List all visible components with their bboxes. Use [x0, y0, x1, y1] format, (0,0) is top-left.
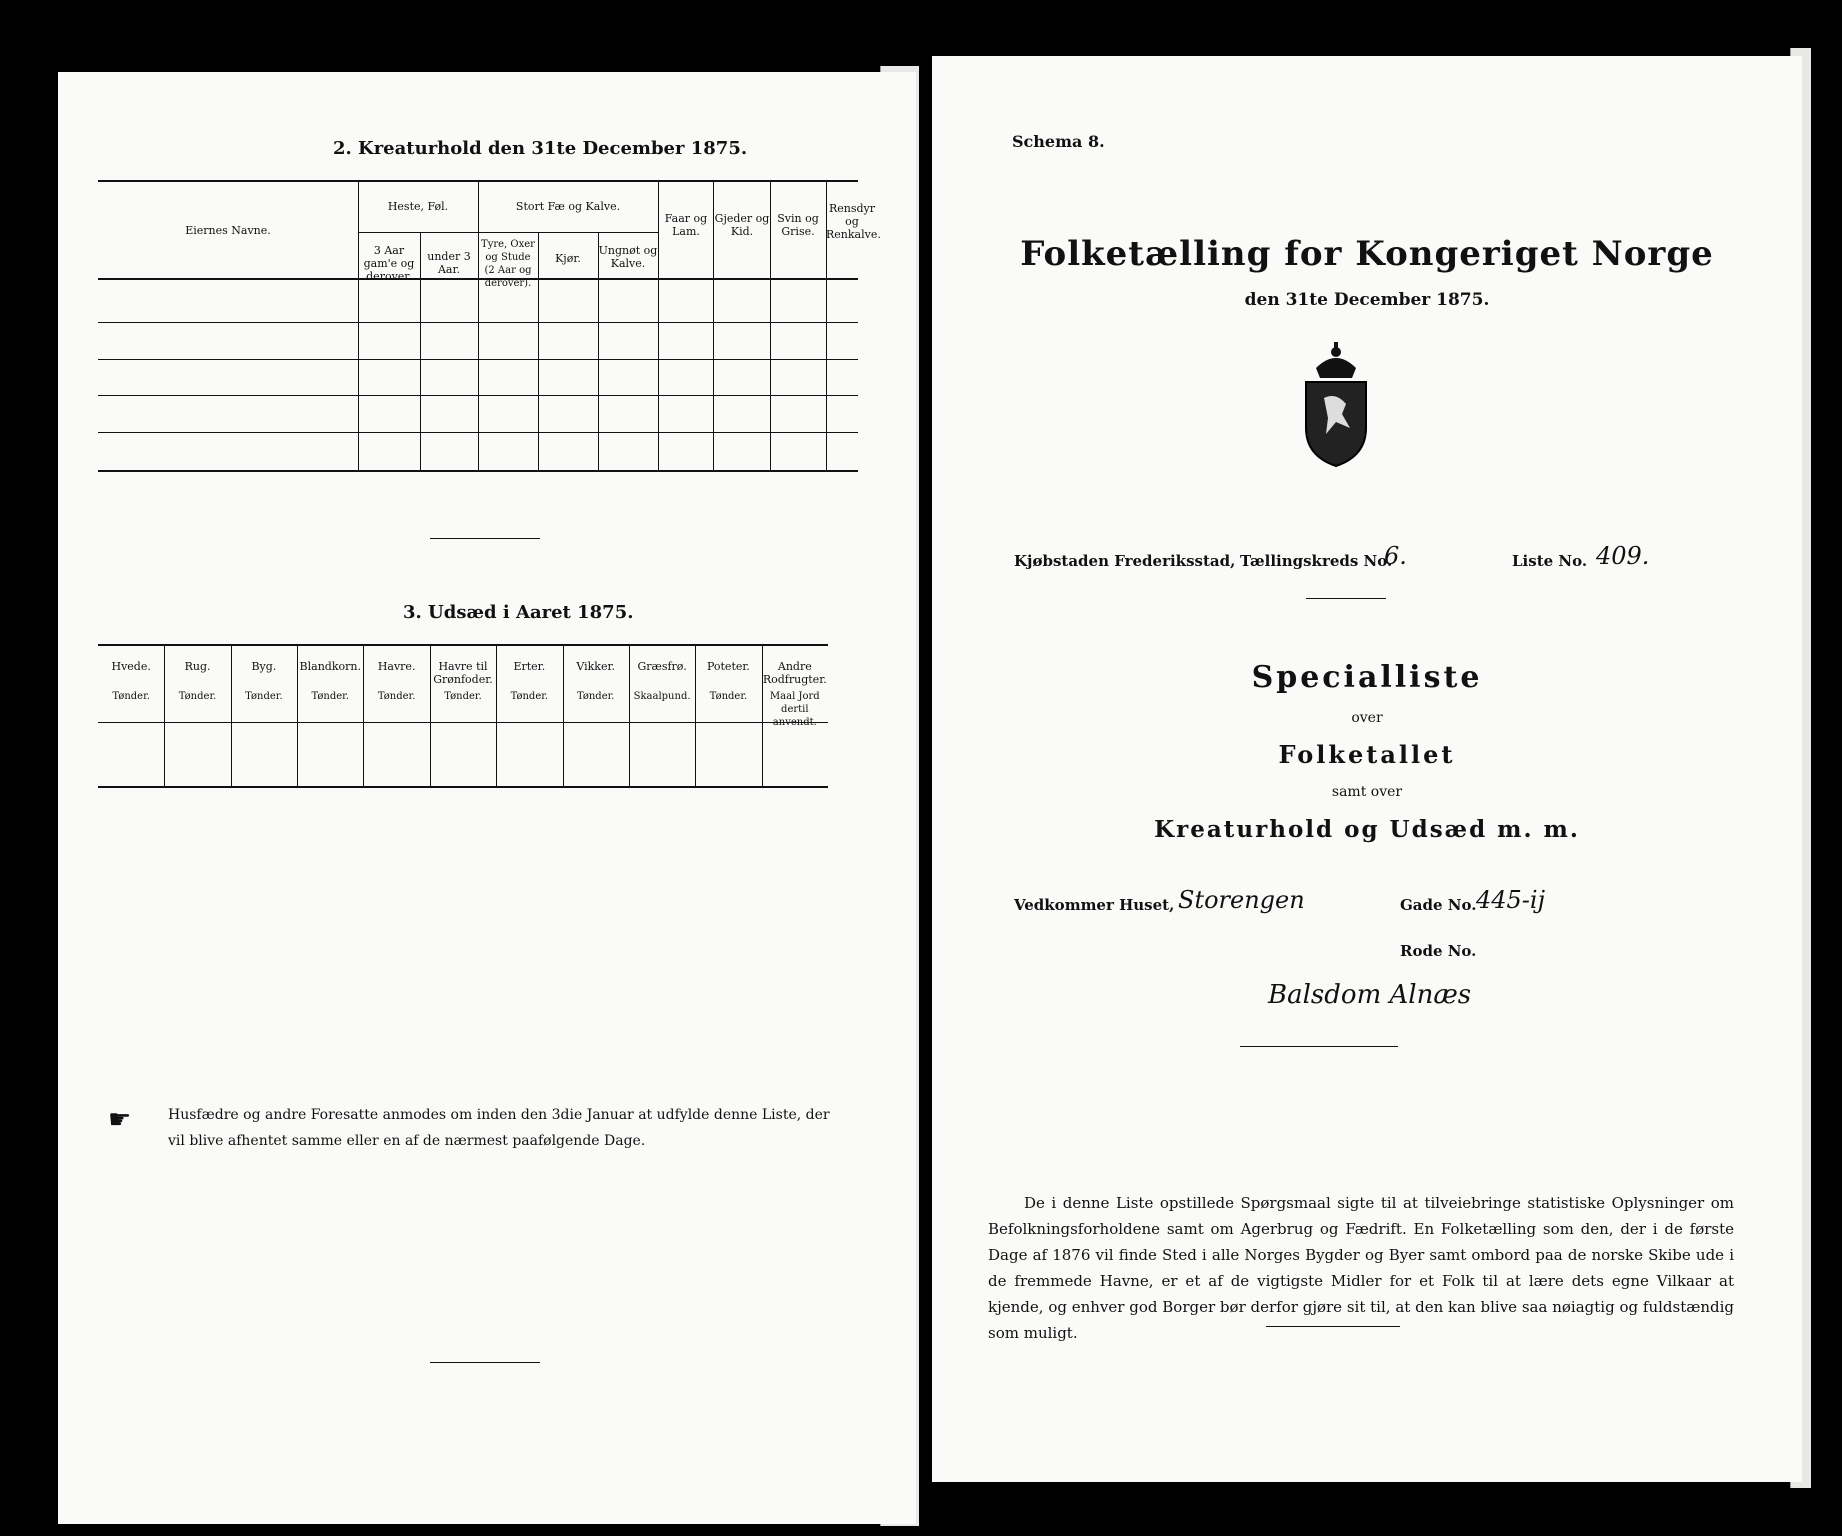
seed-col-unit: Tønder. [709, 691, 748, 702]
seed-col-name: Græsfrø. [637, 660, 687, 673]
seed-col-unit: Maal Jord dertil anvendt. [769, 691, 820, 728]
seed-col-unit: Tønder. [510, 691, 549, 702]
rode-label: Rode No. [1400, 942, 1477, 960]
col-bulls: Tyre, Oxer og Stude (2 Aar og derover). [481, 239, 535, 289]
coat-of-arms-emblem [1296, 338, 1376, 472]
seed-col-unit: Tønder. [444, 691, 482, 702]
divider [430, 538, 540, 539]
seed-col-name: Hvede. [111, 660, 151, 673]
seed-col-name: Havre til Grønfoder. [433, 660, 493, 686]
section2-title: 2. Kreaturhold den 31te December 1875. [333, 138, 748, 159]
seed-col-name: Blandkorn. [299, 660, 361, 673]
left-page [58, 72, 916, 1524]
text-samt-over: samt over [1331, 784, 1403, 800]
seed-col-name: Vikker. [576, 660, 616, 673]
pointing-hand-icon: ☛ [108, 1105, 132, 1135]
seed-col-unit: Tønder. [245, 691, 283, 702]
heading-kreaturhold: Kreaturhold og Udsæd m. m. [1154, 816, 1580, 843]
seed-col-unit: Tønder. [576, 691, 615, 702]
col-owner: Eiernes Navne. [185, 224, 271, 237]
divider [1266, 1326, 1400, 1327]
vedkommer-label: Vedkommer Huset, [1014, 896, 1175, 914]
kjobstad-label: Kjøbstaden Frederiksstad, [1014, 552, 1236, 570]
signature: Balsdom Alnæs [1268, 980, 1472, 1010]
seed-col-name: Rug. [184, 660, 211, 673]
seed-col-unit: Skaalpund. [633, 691, 691, 702]
seed-col-name: Andre Rodfrugter. [762, 660, 827, 686]
divider [1306, 598, 1386, 599]
kreds-label: Tællingskreds No. [1240, 552, 1393, 570]
col-horse-under3: under 3 Aar. [427, 250, 471, 276]
gade-no-label: Gade No. [1400, 896, 1477, 914]
main-title: Folketælling for Kongeriget Norge [1020, 234, 1714, 274]
col-cows: Kjør. [555, 252, 581, 265]
seed-col-unit: Tønder. [311, 691, 350, 702]
group-horses: Heste, Føl. [387, 200, 449, 213]
col-horse-over3: 3 Aar gam'e og derover. [363, 244, 415, 283]
text-over: over [1351, 710, 1383, 726]
main-subtitle: den 31te December 1875. [1244, 290, 1490, 310]
schema-label: Schema 8. [1012, 132, 1105, 151]
seed-col-name: Poteter. [706, 660, 750, 673]
seed-col-name: Havre. [377, 660, 416, 673]
huset-value: Storengen [1178, 886, 1305, 914]
seed-col-unit: Tønder. [112, 691, 150, 702]
liste-label: Liste No. [1512, 552, 1588, 570]
seed-col-unit: Tønder. [178, 691, 217, 702]
kreds-value: 6. [1384, 542, 1407, 570]
col-goats: Gjeder og Kid. [714, 212, 770, 238]
group-cattle: Stort Fæ og Kalve. [515, 200, 621, 213]
notice-text: Husfædre og andre Foresatte anmodes om inden den 3die Januar at udfylde denne Liste, der vil blive afhentet samme eller en af de nærmest paafølgende Dage. [168, 1107, 830, 1149]
section3-title: 3. Udsæd i Aaret 1875. [403, 602, 634, 623]
right-page [932, 56, 1802, 1482]
divider [430, 1362, 540, 1363]
col-pigs: Svin og Grise. [777, 212, 819, 238]
seed-col-name: Erter. [513, 660, 546, 673]
heading-specialliste: Specialliste [1251, 660, 1483, 695]
gade-no-value: 445-ij [1476, 886, 1546, 914]
col-young: Ungnøt og Kalve. [598, 244, 658, 270]
col-reindeer: Rensdyr og Renkalve. [826, 202, 881, 241]
heading-folketallet: Folketallet [1278, 740, 1456, 769]
col-sheep: Faar og Lam. [664, 212, 708, 238]
seed-col-name: Byg. [251, 660, 277, 673]
body-paragraph: De i denne Liste opstillede Spørgsmaal sigte til at tilveiebringe statistiske Oplysninger om Befolkningsforholdene samt om Agerbrug og Fædrift. En Folketælling som den, der i de første Dage af 1876 vil finde Sted i alle Norges Bygder og Byer samt ombord paa de norske Skibe ude i de fremmede Havne, er et af de vigtigste Midler for et Folk til at lære dets egne Vilkaar at kjende, og enhver god Borger bør derfor gjøre sit til, at den kan blive saa nøiagtig og fuldstændig som muligt. [988, 1194, 1734, 1342]
liste-value: 409. [1596, 542, 1650, 570]
divider [1240, 1046, 1398, 1047]
seed-col-unit: Tønder. [377, 691, 416, 702]
